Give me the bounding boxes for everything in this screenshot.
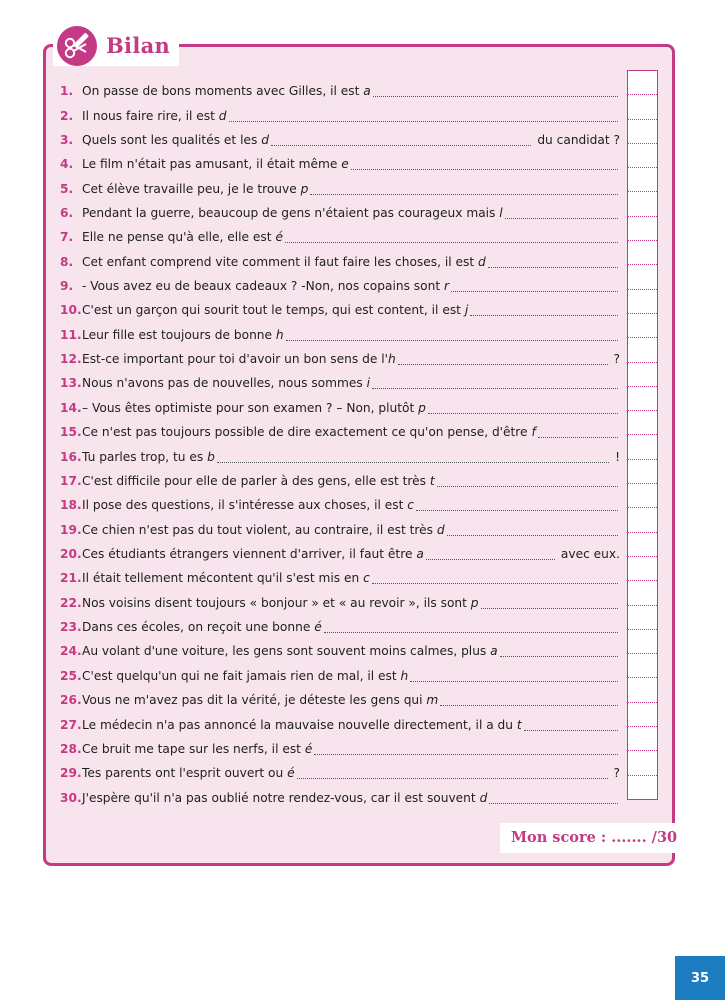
answer-check-cell[interactable] xyxy=(628,606,657,630)
question-item xyxy=(60,79,620,103)
answer-check-cell[interactable] xyxy=(628,338,657,362)
question-sentence: Ces étudiants étrangers viennent d'arriver, il faut être xyxy=(82,547,417,561)
answer-check-cell[interactable] xyxy=(628,581,657,605)
answer-initial-letter: p xyxy=(300,181,309,196)
answer-initial-letter: d xyxy=(436,522,445,537)
question-text xyxy=(82,109,227,123)
question-number: 16. xyxy=(60,449,82,464)
answer-initial-letter: é xyxy=(304,741,313,756)
answer-check-cell[interactable] xyxy=(628,460,657,484)
question-text xyxy=(82,596,479,610)
question-number: 26. xyxy=(60,693,82,708)
answer-blank[interactable] xyxy=(286,337,618,341)
question-sentence: Ce chien n'est pas du tout violent, au contraire, il est très xyxy=(82,522,437,537)
question-number: 5. xyxy=(60,181,74,196)
question-item xyxy=(60,152,620,176)
question-number: 15. xyxy=(60,425,82,440)
question-sentence: C'est quelqu'un qui ne fait jamais rien de mal, il est xyxy=(82,668,401,683)
question-item xyxy=(60,323,620,347)
question-sentence: Cet élève travaille peu, je le trouve xyxy=(82,181,301,196)
answer-blank[interactable] xyxy=(481,605,618,609)
answer-check-cell[interactable] xyxy=(628,678,657,702)
answer-initial-letter: i xyxy=(366,376,370,391)
answer-check-cell[interactable] xyxy=(628,290,657,314)
question-sentence: Elle ne pense qu'à elle, elle est xyxy=(82,230,276,245)
question-text xyxy=(82,474,435,488)
question-sentence: - Vous avez eu de beaux cadeaux ? -Non, nos copains sont xyxy=(82,279,444,294)
question-number: 3. xyxy=(60,132,74,147)
answer-check-cell[interactable] xyxy=(628,533,657,557)
question-text xyxy=(82,401,426,415)
answer-check-cell[interactable] xyxy=(628,363,657,387)
answer-check-cell[interactable] xyxy=(628,411,657,435)
answer-check-cell[interactable] xyxy=(628,95,657,119)
answer-initial-letter: p xyxy=(418,400,426,415)
question-sentence: Tu parles trop, tu es xyxy=(82,449,208,464)
answer-check-cell[interactable] xyxy=(628,630,657,654)
question-text xyxy=(82,766,295,780)
question-list xyxy=(60,79,620,810)
answer-blank[interactable] xyxy=(451,288,618,292)
question-number: 30. xyxy=(60,790,82,805)
answer-initial-letter: c xyxy=(407,498,414,513)
answer-initial-letter: b xyxy=(207,449,215,464)
question-number: 11. xyxy=(60,327,82,342)
question-item xyxy=(60,664,620,688)
answer-blank[interactable] xyxy=(416,507,618,511)
question-number: 7. xyxy=(60,230,74,245)
answer-blank[interactable] xyxy=(398,361,608,365)
question-sentence: Leur fille est toujours de bonne xyxy=(82,327,276,342)
answer-initial-letter: d xyxy=(261,132,269,147)
answer-check-cell[interactable] xyxy=(628,654,657,678)
question-item xyxy=(60,103,620,127)
question-sentence: Dans ces écoles, on reçoit une bonne xyxy=(82,620,315,635)
question-text xyxy=(82,425,536,439)
answer-blank[interactable] xyxy=(410,678,618,682)
answer-initial-letter: a xyxy=(363,84,371,99)
answer-check-cell[interactable] xyxy=(628,776,657,800)
answer-initial-letter: h xyxy=(387,352,396,367)
question-text xyxy=(82,742,312,756)
question-text xyxy=(82,376,370,390)
question-sentence: Le film n'était pas amusant, il était même xyxy=(82,157,342,172)
answer-initial-letter: t xyxy=(516,717,522,732)
answer-check-cell[interactable] xyxy=(628,168,657,192)
question-sentence: Quels sont les qualités et les xyxy=(82,132,262,147)
answer-initial-letter: a xyxy=(416,547,424,561)
question-number: 25. xyxy=(60,668,82,683)
page-title: Bilan xyxy=(106,33,171,58)
answer-check-cell[interactable] xyxy=(628,71,657,95)
question-sentence: Il pose des questions, il s'intéresse aux choses, il est xyxy=(82,498,408,513)
answer-blank[interactable] xyxy=(372,580,618,584)
answer-blank[interactable] xyxy=(470,312,618,316)
question-text xyxy=(82,523,445,537)
answer-check-cell[interactable] xyxy=(628,120,657,144)
answer-blank[interactable] xyxy=(538,434,618,438)
answer-initial-letter: l xyxy=(499,205,503,220)
question-item xyxy=(60,444,620,468)
answer-initial-letter: j xyxy=(464,303,469,318)
question-item xyxy=(60,688,620,712)
question-number: 10. xyxy=(60,303,82,318)
answer-blank[interactable] xyxy=(500,653,618,657)
question-item xyxy=(60,639,620,663)
answer-blank[interactable] xyxy=(440,702,618,706)
answer-initial-letter: p xyxy=(470,595,479,610)
question-number: 4. xyxy=(60,157,74,172)
answer-initial-letter: h xyxy=(275,327,284,342)
question-text xyxy=(82,450,215,464)
answer-initial-letter: c xyxy=(363,571,370,586)
question-number: 21. xyxy=(60,571,82,586)
question-item xyxy=(60,566,620,590)
answer-check-cell[interactable] xyxy=(628,727,657,751)
question-text xyxy=(82,303,468,317)
answer-check-cell[interactable] xyxy=(628,217,657,241)
question-item xyxy=(60,128,620,152)
question-number: 18. xyxy=(60,498,82,513)
question-item xyxy=(60,274,620,298)
question-sentence: Ce bruit me tape sur les nerfs, il est xyxy=(82,741,305,756)
question-sentence: Cet enfant comprend vite comment il faut faire les choses, il est xyxy=(82,254,479,269)
answer-blank[interactable] xyxy=(314,751,618,755)
answer-check-cell[interactable] xyxy=(628,751,657,775)
answer-check-cell[interactable] xyxy=(628,265,657,289)
answer-blank[interactable] xyxy=(488,264,618,268)
answer-blank[interactable] xyxy=(217,459,609,463)
answer-blank[interactable] xyxy=(324,629,618,633)
answer-blank[interactable] xyxy=(351,166,618,170)
question-text xyxy=(82,157,349,171)
question-number: 23. xyxy=(60,620,82,635)
answer-initial-letter: é xyxy=(287,766,295,781)
question-number: 22. xyxy=(60,595,82,610)
question-number: 27. xyxy=(60,717,82,732)
question-sentence: Il nous faire rire, il est xyxy=(82,108,219,123)
question-sentence: J'espère qu'il n'a pas oublié notre rendez-vous, car il est souvent xyxy=(82,790,480,805)
scissors-pencil-icon xyxy=(57,26,97,66)
question-text xyxy=(82,547,424,561)
answer-blank[interactable] xyxy=(437,483,618,487)
answer-check-cell[interactable] xyxy=(628,387,657,411)
question-number: 20. xyxy=(60,547,82,561)
answer-blank[interactable] xyxy=(373,93,618,97)
question-item xyxy=(60,225,620,249)
question-text xyxy=(82,328,284,342)
question-sentence: – Vous êtes optimiste pour son examen ? – Non, plutôt xyxy=(82,400,419,415)
question-item xyxy=(60,737,620,761)
question-ending: du candidat ? xyxy=(537,132,620,147)
answer-blank[interactable] xyxy=(229,118,618,122)
question-sentence: C'est difficile pour elle de parler à des gens, elle est très xyxy=(82,473,430,488)
question-text xyxy=(82,693,438,707)
answer-blank[interactable] xyxy=(426,556,555,560)
answer-initial-letter: r xyxy=(444,279,450,294)
question-text xyxy=(82,84,371,98)
question-sentence: Est-ce important pour toi d'avoir un bon sens de l' xyxy=(82,352,388,367)
question-item xyxy=(60,469,620,493)
question-item xyxy=(60,542,620,566)
answer-initial-letter: e xyxy=(341,157,349,172)
question-item xyxy=(60,298,620,322)
answer-check-cell[interactable] xyxy=(628,484,657,508)
question-number: 1. xyxy=(60,84,74,99)
answer-initial-letter: m xyxy=(426,693,439,708)
answer-initial-letter: f xyxy=(531,425,536,440)
question-text xyxy=(82,644,498,658)
question-number: 17. xyxy=(60,473,82,488)
question-sentence: Pendant la guerre, beaucoup de gens n'étaient pas courageux mais xyxy=(82,205,500,220)
question-item xyxy=(60,615,620,639)
question-item xyxy=(60,371,620,395)
question-text xyxy=(82,133,269,147)
question-number: 9. xyxy=(60,279,74,294)
question-sentence: Il était tellement mécontent qu'il s'est mis en xyxy=(82,571,364,586)
question-item xyxy=(60,420,620,444)
answer-blank[interactable] xyxy=(297,775,608,779)
question-text xyxy=(82,498,414,512)
question-number: 8. xyxy=(60,254,74,269)
question-text xyxy=(82,279,449,293)
question-number: 14. xyxy=(60,400,82,415)
question-text xyxy=(82,620,322,634)
question-item xyxy=(60,712,620,736)
question-text xyxy=(82,352,396,366)
question-ending: ! xyxy=(615,449,620,464)
score-label: Mon score : ....... /30 xyxy=(511,829,678,846)
question-item xyxy=(60,250,620,274)
answer-blank[interactable] xyxy=(524,727,618,731)
answer-check-cell[interactable] xyxy=(628,192,657,216)
question-item xyxy=(60,761,620,785)
answer-blank[interactable] xyxy=(428,410,618,414)
question-text xyxy=(82,718,522,732)
answer-check-cell[interactable] xyxy=(628,557,657,581)
question-item xyxy=(60,591,620,615)
question-number: 28. xyxy=(60,741,82,756)
question-ending: ? xyxy=(613,766,620,781)
answer-initial-letter: d xyxy=(218,108,227,123)
question-text xyxy=(82,182,308,196)
question-number: 2. xyxy=(60,108,74,123)
answer-initial-letter: é xyxy=(275,230,283,245)
question-sentence: Le médecin n'a pas annoncé la mauvaise nouvelle directement, il a du xyxy=(82,717,517,732)
question-item xyxy=(60,785,620,809)
question-text xyxy=(82,255,486,269)
question-number: 13. xyxy=(60,376,82,391)
question-number: 24. xyxy=(60,644,82,659)
question-ending: ? xyxy=(613,352,620,367)
answer-blank[interactable] xyxy=(285,239,618,243)
question-item xyxy=(60,201,620,225)
question-number: 29. xyxy=(60,766,82,781)
answer-initial-letter: é xyxy=(314,620,322,635)
question-sentence: Vous ne m'avez pas dit la vérité, je déteste les gens qui xyxy=(82,693,427,708)
answer-initial-letter: d xyxy=(478,254,486,269)
answer-blank[interactable] xyxy=(489,800,618,804)
question-sentence: C'est un garçon qui sourit tout le temps, qui est content, il est xyxy=(82,303,465,318)
answer-check-cell[interactable] xyxy=(628,314,657,338)
question-text xyxy=(82,571,370,585)
question-ending: avec eux. xyxy=(560,547,620,561)
answer-blank[interactable] xyxy=(447,532,618,536)
question-sentence: Ce n'est pas toujours possible de dire exactement ce qu'on pense, d'être xyxy=(82,425,532,440)
answer-column xyxy=(627,70,658,800)
question-text xyxy=(82,206,503,220)
question-item xyxy=(60,347,620,371)
page-number: 35 xyxy=(675,956,725,1000)
question-item xyxy=(60,517,620,541)
question-text xyxy=(82,669,408,683)
question-sentence: Nos voisins disent toujours « bonjour » et « au revoir », ils sont xyxy=(82,595,471,610)
answer-check-cell[interactable] xyxy=(628,703,657,727)
answer-initial-letter: d xyxy=(479,790,488,805)
question-text xyxy=(82,230,283,244)
question-number: 12. xyxy=(60,352,82,367)
answer-blank[interactable] xyxy=(372,385,618,389)
question-text xyxy=(82,791,487,805)
question-item xyxy=(60,176,620,200)
question-sentence: On passe de bons moments avec Gilles, il est xyxy=(82,84,364,99)
answer-blank[interactable] xyxy=(271,142,531,146)
answer-blank[interactable] xyxy=(310,191,618,195)
question-item xyxy=(60,493,620,517)
question-sentence: Nous n'avons pas de nouvelles, nous sommes xyxy=(82,376,367,391)
answer-blank[interactable] xyxy=(505,215,618,219)
answer-check-cell[interactable] xyxy=(628,435,657,459)
question-sentence: Au volant d'une voiture, les gens sont souvent moins calmes, plus xyxy=(82,644,491,659)
answer-initial-letter: a xyxy=(490,644,498,659)
answer-check-cell[interactable] xyxy=(628,241,657,265)
question-item xyxy=(60,396,620,420)
answer-check-cell[interactable] xyxy=(628,508,657,532)
question-sentence: Tes parents ont l'esprit ouvert ou xyxy=(82,766,288,781)
answer-check-cell[interactable] xyxy=(628,144,657,168)
question-number: 19. xyxy=(60,522,82,537)
question-number: 6. xyxy=(60,205,74,220)
answer-initial-letter: h xyxy=(400,668,409,683)
answer-initial-letter: t xyxy=(429,473,435,488)
